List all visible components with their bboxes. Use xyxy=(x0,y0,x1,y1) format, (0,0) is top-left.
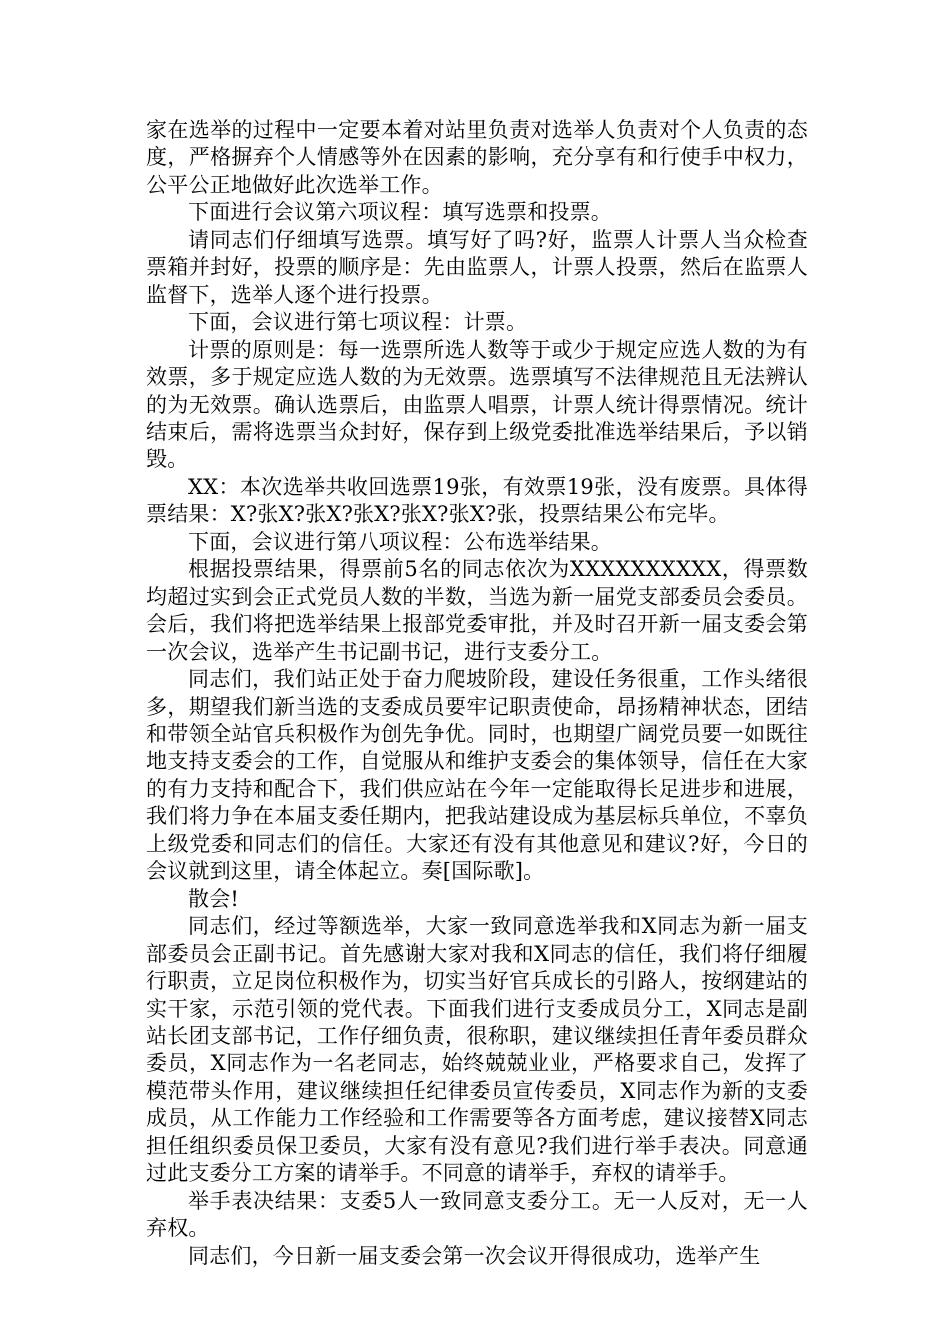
paragraph: 同志们，经过等额选举，大家一致同意选举我和X同志为新一届支部委员会正副书记。首先感谢大家对我和X同志的信任，我们将仔细履行职责，立足岗位积极作为，切实当好官兵成长的引路人，按纲建站的实干家，示范引领的党代表。下面我们进行支委成员分工，X同志是副站长团支部书记，工作仔细负责，很称职，建议继续担任青年委员群众委员，X同志作为一名老同志，始终兢兢业业，严格要求自己，发挥了模范带头作用，建议继续担任纪律委员宣传委员，X同志作为新的支委成员，从工作能力工作经验和工作需要等各方面考虑，建议接替X同志担任组织委员保卫委员，大家有没有意见?我们进行举手表决。同意通过此支委分工方案的请举手。不同意的请举手，弃权的请举手。 xyxy=(146,914,808,1186)
document-body xyxy=(146,117,808,1270)
paragraph: 散会! xyxy=(188,886,240,911)
paragraph: 下面进行会议第六项议程：填写选票和投票。 xyxy=(188,200,612,225)
paragraph: 家在选举的过程中一定要本着对站里负责对选举人负责对个人负责的态度，严格摒弃个人情感等外在因素的影响，充分享有和行使手中权力，公平公正地做好此次选举工作。 xyxy=(146,118,808,197)
paragraph: 下面，会议进行第八项议程：公布选举结果。 xyxy=(188,529,612,554)
paragraph: 下面，会议进行第七项议程：计票。 xyxy=(188,310,528,335)
paragraph: 同志们，我们站正处于奋力爬坡阶段，建设任务很重，工作头绪很多，期望我们新当选的支委成员要牢记职责使命，昂扬精神状态，团结和带领全站官兵积极作为创先争优。同时，也期望广阔党员要一如既往地支持支委会的工作，自觉服从和维护支委会的集体领导，信任在大家的有力支持和配合下，我们供应站在今年一定能取得长足进步和进展，我们将力争在本届支委任期内，把我站建设成为基层标兵单位，不辜负上级党委和同志们的信任。大家还有没有其他意见和建议?好，今日的会议就到这里，请全体起立。奏[国际歌]。 xyxy=(146,667,808,884)
paragraph: 同志们，今日新一届支委会第一次会议开得很成功，选举产生 xyxy=(188,1243,761,1268)
paragraph: XX：本次选举共收回选票19张，有效票19张，没有废票。具体得票结果：X?张X?张X?张X?张X?张X?张，投票结果公布完毕。 xyxy=(146,474,808,527)
paragraph: 举手表决结果：支委5人一致同意支委分工。无一人反对，无一人弃权。 xyxy=(146,1188,808,1241)
paragraph: 计票的原则是：每一选票所选人数等于或少于规定应选人数的为有效票，多于规定应选人数的为无效票。选票填写不法律规范且无法辨认的为无效票。确认选票后，由监票人唱票，计票人统计得票情况。统计结束后，需将选票当众封好，保存到上级党委批准选举结果后，予以销毁。 xyxy=(146,337,808,472)
paragraph: 根据投票结果，得票前5名的同志依次为XXXXXXXXXX，得票数均超过实到会正式党员人数的半数，当选为新一届党支部委员会委员。会后，我们将把选举结果上报部党委审批，并及时召开新一届支委会第一次会议，选举产生书记副书记，进行支委分工。 xyxy=(146,557,808,664)
paragraph: 请同志们仔细填写选票。填写好了吗?好，监票人计票人当众检查票箱并封好，投票的顺序是：先由监票人，计票人投票，然后在监票人监督下，选举人逐个进行投票。 xyxy=(146,227,808,307)
